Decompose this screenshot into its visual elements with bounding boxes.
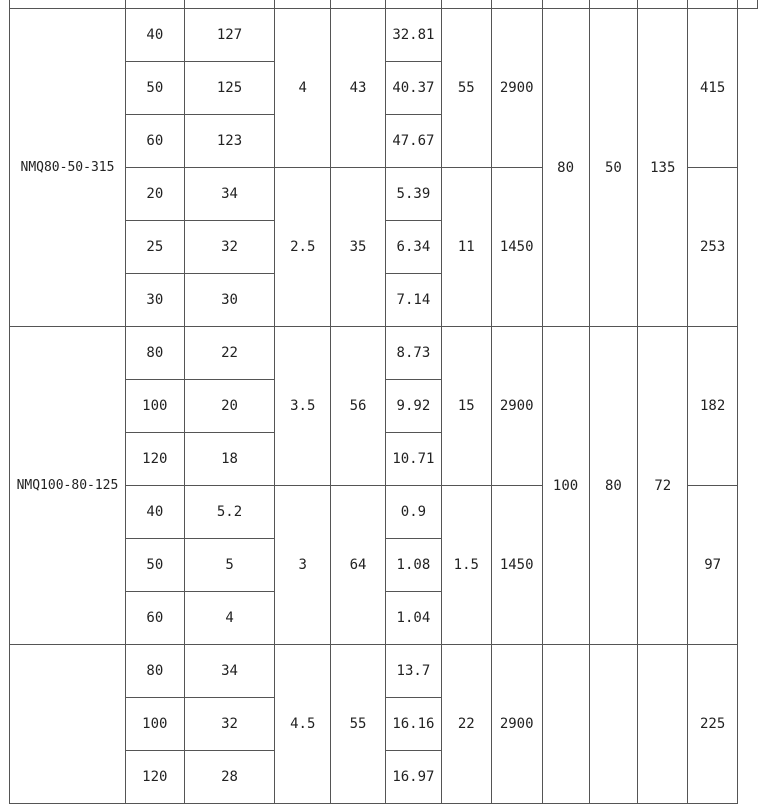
table-cell: 60 xyxy=(125,115,184,168)
table-cell: 9.92 xyxy=(385,380,441,433)
table-cell: 55 xyxy=(441,9,491,168)
table-cell: 125 xyxy=(184,62,275,115)
table-cell: 80 xyxy=(125,645,184,698)
table-cell: 32.81 xyxy=(385,9,441,62)
table-cell: 25 xyxy=(125,221,184,274)
table-row xyxy=(10,9,758,62)
table-cell: 120 xyxy=(125,751,184,804)
table-cell: 55 xyxy=(331,645,386,804)
table-cell: 100 xyxy=(542,327,589,645)
table-cell: 35 xyxy=(331,168,386,327)
table-cell: 120 xyxy=(125,433,184,486)
table-cell xyxy=(10,0,126,9)
table-cell: 16.16 xyxy=(385,698,441,751)
table-cell: 127 xyxy=(184,9,275,62)
table-cell: 253 xyxy=(688,168,738,327)
table-cell: 60 xyxy=(125,592,184,645)
table-cell xyxy=(638,645,688,804)
table-cell: 32 xyxy=(184,221,275,274)
table-cell: 4 xyxy=(184,592,275,645)
table-cell: 5 xyxy=(184,539,275,592)
table-cell: 11 xyxy=(441,168,491,327)
table-cell: 182 xyxy=(688,327,738,486)
table-cell: 100 xyxy=(125,698,184,751)
table-cell: 1.5 xyxy=(441,486,491,645)
table-cell: 13.7 xyxy=(385,645,441,698)
table-cell xyxy=(441,0,491,9)
table-cell xyxy=(275,0,331,9)
table-cell: 7.14 xyxy=(385,274,441,327)
table-cell: 40 xyxy=(125,9,184,62)
model-cell: NMQ100-80-125 xyxy=(10,327,126,645)
table-cell xyxy=(589,645,638,804)
table-cell: 1450 xyxy=(491,168,542,327)
table-cell: 20 xyxy=(125,168,184,221)
table-cell: 0.9 xyxy=(385,486,441,539)
table-cell xyxy=(331,0,386,9)
table-cell xyxy=(385,0,441,9)
table-cell: 50 xyxy=(589,9,638,327)
table-row xyxy=(10,645,758,698)
table-cell: 50 xyxy=(125,62,184,115)
table-cell: 72 xyxy=(638,327,688,645)
model-cell: NMQ80-50-315 xyxy=(10,9,126,327)
table-cell: 1450 xyxy=(491,486,542,645)
table-cell: 3.5 xyxy=(275,327,331,486)
table-cell: 3 xyxy=(275,486,331,645)
table-row xyxy=(10,0,758,9)
table-cell: 5.2 xyxy=(184,486,275,539)
table-cell: 415 xyxy=(688,9,738,168)
table-cell: 4 xyxy=(275,9,331,168)
table-cell: 18 xyxy=(184,433,275,486)
table-cell: 80 xyxy=(125,327,184,380)
table-cell: 28 xyxy=(184,751,275,804)
table-cell: 135 xyxy=(638,9,688,327)
table-cell: 40.37 xyxy=(385,62,441,115)
table-cell: 34 xyxy=(184,645,275,698)
table-cell: 2900 xyxy=(491,645,542,804)
table-cell xyxy=(638,0,688,9)
table-cell: 6.34 xyxy=(385,221,441,274)
table-cell: 30 xyxy=(184,274,275,327)
table-cell: 64 xyxy=(331,486,386,645)
table-cell: 1.04 xyxy=(385,592,441,645)
table-cell: 123 xyxy=(184,115,275,168)
table-cell: 10.71 xyxy=(385,433,441,486)
table-cell: 32 xyxy=(184,698,275,751)
table-cell: 2900 xyxy=(491,9,542,168)
table-cell: 100 xyxy=(125,380,184,433)
table-cell xyxy=(738,0,758,9)
table-cell xyxy=(125,0,184,9)
table-cell xyxy=(491,0,542,9)
table-cell: 2900 xyxy=(491,327,542,486)
table-cell: 30 xyxy=(125,274,184,327)
table-cell: 80 xyxy=(542,9,589,327)
table-cell: 50 xyxy=(125,539,184,592)
table-cell: 20 xyxy=(184,380,275,433)
table-cell: 4.5 xyxy=(275,645,331,804)
table-cell: 34 xyxy=(184,168,275,221)
table-cell: 22 xyxy=(441,645,491,804)
table-cell: 22 xyxy=(184,327,275,380)
table-cell xyxy=(542,645,589,804)
table-cell xyxy=(10,645,126,804)
table-cell: 2.5 xyxy=(275,168,331,327)
table-cell: 16.97 xyxy=(385,751,441,804)
table-cell: 1.08 xyxy=(385,539,441,592)
table-cell: 56 xyxy=(331,327,386,486)
table-cell: 15 xyxy=(441,327,491,486)
table-row xyxy=(10,327,758,380)
table-cell: 43 xyxy=(331,9,386,168)
table-cell: 5.39 xyxy=(385,168,441,221)
pump-spec-table xyxy=(9,0,758,804)
table-cell: 225 xyxy=(688,645,738,804)
table-cell: 40 xyxy=(125,486,184,539)
table-cell xyxy=(688,0,738,9)
table-cell xyxy=(542,0,589,9)
table-cell xyxy=(589,0,638,9)
table-cell: 80 xyxy=(589,327,638,645)
table-cell: 97 xyxy=(688,486,738,645)
table-cell xyxy=(184,0,275,9)
table-cell: 47.67 xyxy=(385,115,441,168)
table-cell: 8.73 xyxy=(385,327,441,380)
